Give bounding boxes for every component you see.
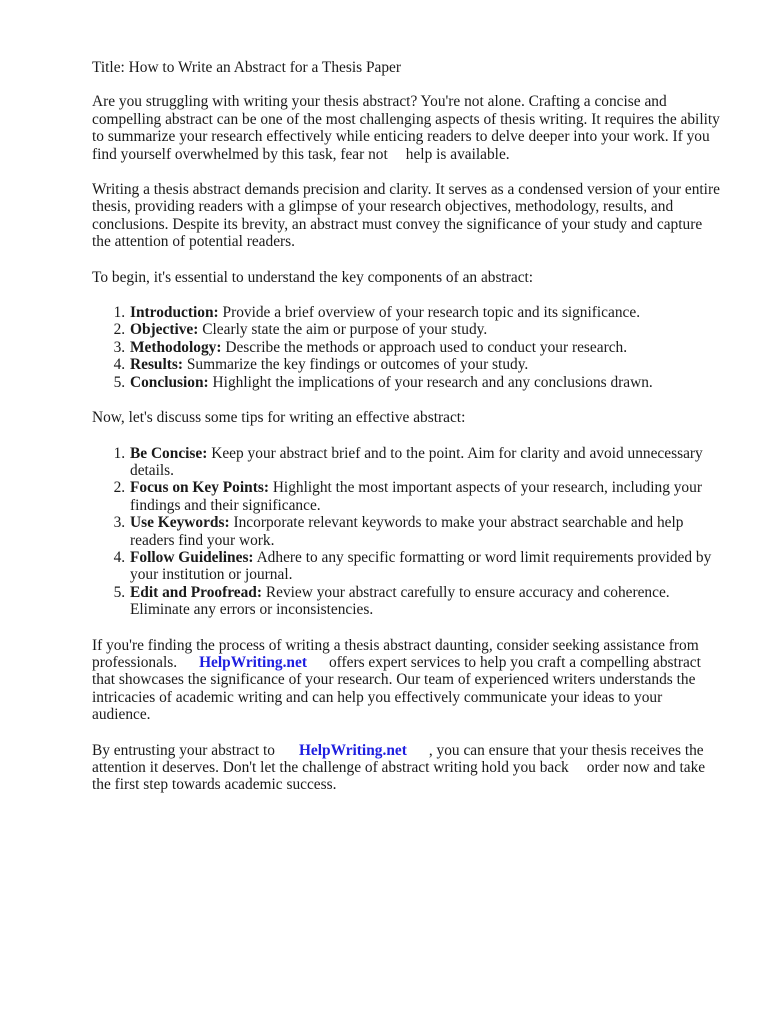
list-item-term: Results:: [130, 356, 184, 374]
list-item-term: Focus on Key Points:: [130, 479, 269, 497]
description-paragraph: Writing a thesis abstract demands precision and clarity. It serves as a condensed version of your entire thesis, providing readers with a glimpse of your research objectives, methodology, results, and conclusions. Despite its brevity, an abstract must convey the significance of your study and capture the attention of potential readers.: [92, 181, 720, 251]
list-item: [129, 549, 722, 584]
helpwriting-link[interactable]: HelpWriting.net: [298, 741, 407, 759]
list-item-term: Methodology:: [130, 338, 222, 356]
list-item-desc: Adhere to any specific formatting or word limit requirements provided by your institution or journal.: [130, 548, 712, 584]
assistance-text-after: offers expert services to help you craft a compelling abstract that showcases the significance of your research. Our team of experienced writers understands the intricacies of academic writing and can help you effectively communicate your ideas to your audience.: [92, 653, 701, 724]
list-item-term: Conclusion:: [130, 373, 209, 391]
intro-text: Are you struggling with writing your thesis abstract? You're not alone. Crafting a concise and compelling abstract can be one of the most challenging aspects of thesis writing. It requires the ability to summarize your research effectively while enticing readers to delve deeper into your work. If you find yourself overwhelmed by this task, fear not: [92, 93, 720, 163]
intro-paragraph: [92, 93, 722, 163]
document-page: [92, 59, 722, 812]
list-item-term: Follow Guidelines:: [130, 548, 254, 566]
assistance-text-before: If you're finding the process of writing a thesis abstract daunting, consider seeking assistance from professionals.: [92, 636, 699, 671]
closing-text-after: order now and take the first step towards academic success.: [92, 759, 706, 794]
list-item-desc: Provide a brief overview of your research topic and its significance.: [222, 304, 641, 322]
list-item: [129, 514, 722, 549]
list-item-term: Introduction:: [130, 304, 219, 322]
closing-text-before: By entrusting your abstract to: [92, 741, 275, 759]
list-item-desc: Summarize the key findings or outcomes of your study.: [186, 356, 529, 374]
list-item: [129, 339, 722, 356]
list-item: [129, 321, 722, 338]
list-item-term: Objective:: [130, 321, 199, 339]
list-item-desc: Incorporate relevant keywords to make your abstract searchable and help readers find your work.: [130, 514, 684, 549]
document-title: Title: How to Write an Abstract for a Thesis Paper: [92, 59, 401, 76]
tips-list: [92, 445, 722, 619]
list-item-desc: Highlight the implications of your research and any conclusions drawn.: [212, 373, 653, 391]
list-item: [129, 479, 722, 514]
list-item-term: Edit and Proofread:: [130, 583, 262, 601]
helpwriting-link[interactable]: HelpWriting.net: [199, 653, 307, 671]
closing-paragraph: [92, 742, 722, 794]
tips-intro: Now, let's discuss some tips for writing an effective abstract:: [92, 409, 466, 427]
list-item-desc: Review your abstract carefully to ensure accuracy and coherence. Eliminate any errors or inconsistencies.: [130, 583, 670, 619]
list-item-desc: Describe the methods or approach used to conduct your research.: [225, 338, 628, 356]
list-item-desc: Keep your abstract brief and to the point. Aim for clarity and avoid unnecessary details.: [130, 444, 703, 479]
list-item: [129, 445, 722, 480]
intro-tail: help is available.: [405, 145, 510, 163]
list-item: [129, 304, 722, 321]
list-item-desc: Clearly state the aim or purpose of your study.: [202, 321, 488, 339]
assistance-paragraph: [92, 637, 722, 724]
list-item: [129, 584, 722, 619]
list-item-term: Be Concise:: [130, 444, 208, 462]
components-list: [92, 304, 722, 391]
components-intro: To begin, it's essential to understand the key components of an abstract:: [92, 268, 534, 286]
closing-text-middle: , you can ensure that your thesis receives the attention it deserves. Don't let the challenge of abstract writing hold you back: [92, 741, 704, 776]
list-item-desc: Highlight the most important aspects of your research, including your findings and their significance.: [130, 479, 702, 514]
list-item: [129, 374, 722, 391]
list-item: [129, 356, 722, 373]
list-item-term: Use Keywords:: [130, 514, 230, 532]
